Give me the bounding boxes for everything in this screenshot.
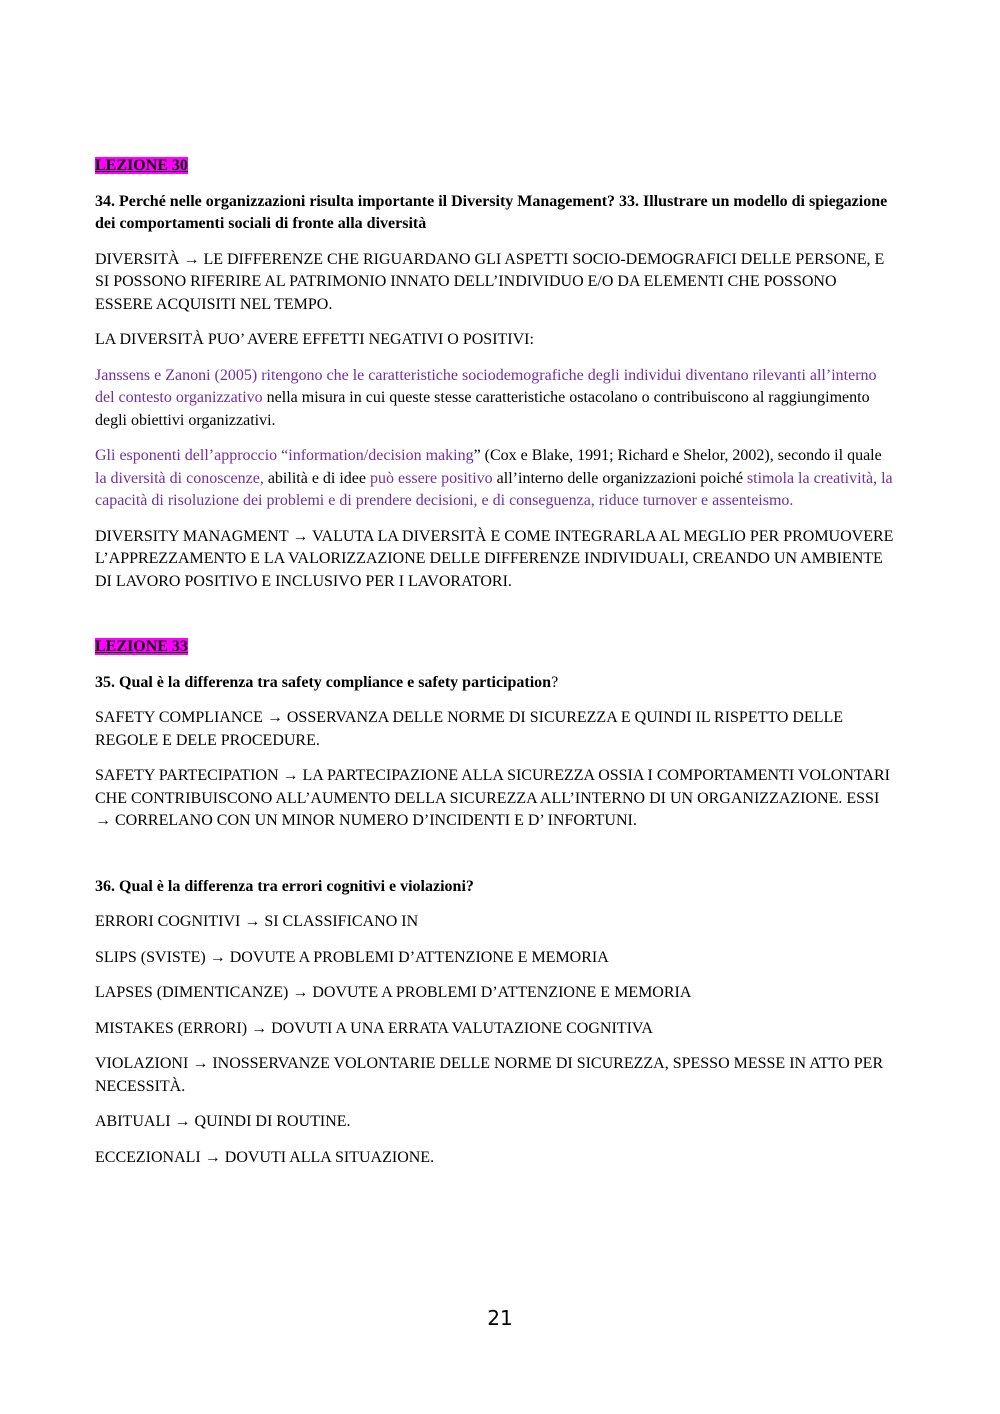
list-item: LAPSES (DIMENTICANZE) → DOVUTE A PROBLEMI D’ATTENZIONE E MEMORIA (95, 984, 692, 1001)
janssens-paragraph: Janssens e Zanoni (2005) ritengono che le caratteristiche sociodemografiche degli individui diventano rilevanti all’interno del contesto organizzativo nella misura in cui queste stesse caratteristiche ostacolano o contribuiscono al raggiungimento degli obiettivi organizzativi. (95, 366, 877, 429)
effetti-line: LA DIVERSITÀ PUO’ AVERE EFFETTI NEGATIVI O POSITIVI: (95, 331, 534, 348)
safety-partecipation-definition: SAFETY PARTECIPATION → LA PARTECIPAZIONE ALLA SICUREZZA OSSIA I COMPORTAMENTI VOLONTARI CHE CONTRIBUISCONO ALL’AUMENTO DELLA SICUREZZA ALL’INTERNO DI UN ORGANIZZAZIONE. ESSI → CORRELANO CON UN MINOR NUMERO D’INCIDENTI E D’ INFORTUNI. (95, 767, 890, 829)
list-item: VIOLAZIONI → INOSSERVANZE VOLONTARIE DELLE NORME DI SICUREZZA, SPESSO MESSE IN ATTO PER NECESSITÀ. (95, 1055, 884, 1095)
diversita-definition: DIVERSITÀ → LE DIFFERENZE CHE RIGUARDANO GLI ASPETTI SOCIO-DEMOGRAFICI DELLE PERSONE, E SI POSSONO RIFERIRE AL PATRIMONIO INNATO DELL’INDIVIDUO E/O DA ELEMENTI CHE POSSONO ESSERE ACQUISITI NEL TEMPO. (95, 250, 885, 313)
list-item: ECCEZIONALI → DOVUTI ALLA SITUAZIONE. (95, 1148, 435, 1166)
list-item: ABITUALI → QUINDI DI ROUTINE. (95, 1113, 351, 1130)
arrow-icon: → (244, 913, 261, 930)
arrow-icon: → (266, 709, 283, 726)
page-number: 21 (487, 1306, 513, 1330)
diversity-management-definition: DIVERSITY MANAGMENT → VALUTA LA DIVERSITÀ E COME INTEGRARLA AL MEGLIO PER PROMUOVERE L’APPREZZAMENTO E LA VALORIZZAZIONE DELLE DIFFERENZE INDIVIDUALI, CREANDO UN AMBIENTE DI LAVORO POSITIVO E INCLUSIVO PER I LAVORATORI. (95, 527, 894, 590)
arrow-icon: → (192, 1055, 209, 1072)
information-decision-paragraph: Gli esponenti dell’approccio “information/decision making” (Cox e Blake, 1991; Richard e Shelor, 2002), secondo il quale la diversità di conoscenze, abilità e di idee può essere positivo all’interno delle organizzazioni poiché stimola la creatività, la capacità di risoluzione dei problemi e di prendere decisioni, e di conseguenza, riduce turnover e assenteismo. (95, 447, 893, 509)
arrow-icon: → (174, 1113, 191, 1130)
arrow-icon: → (251, 1019, 268, 1037)
question-36: 36. Qual è la differenza tra errori cognitivi e violazioni? (95, 877, 474, 895)
arrow-icon: → (95, 812, 111, 829)
list-item: MISTAKES (ERRORI) → DOVUTI A UNA ERRATA VALUTAZIONE COGNITIVA (95, 1019, 653, 1037)
lesson-30-heading: LEZIONE 30 (95, 157, 188, 174)
arrow-icon: → (209, 948, 226, 966)
question-35: 35. Qual è la differenza tra safety compliance e safety participation? (95, 673, 559, 691)
safety-compliance-definition: SAFETY COMPLIANCE → OSSERVANZA DELLE NORME DI SICUREZZA E QUINDI IL RISPETTO DELLE REGOLE E DELE PROCEDURE. (95, 709, 844, 749)
arrow-icon: → (292, 984, 309, 1001)
document-page (95, 155, 895, 1182)
arrow-icon: → (183, 250, 200, 268)
lesson-33-heading: LEZIONE 33 (95, 638, 188, 655)
list-item: SLIPS (SVISTE) → DOVUTE A PROBLEMI D’ATTENZIONE E MEMORIA (95, 948, 609, 966)
arrow-icon: → (204, 1148, 221, 1166)
arrow-icon: → (292, 527, 309, 545)
question-34: 34. Perché nelle organizzazioni risulta importante il Diversity Management? 33. Illustrare un modello di spiegazione dei comportamenti sociali di fronte alla diversità (95, 192, 888, 232)
arrow-icon: → (282, 767, 299, 784)
list-item: ERRORI COGNITIVI → SI CLASSIFICANO IN (95, 913, 419, 930)
